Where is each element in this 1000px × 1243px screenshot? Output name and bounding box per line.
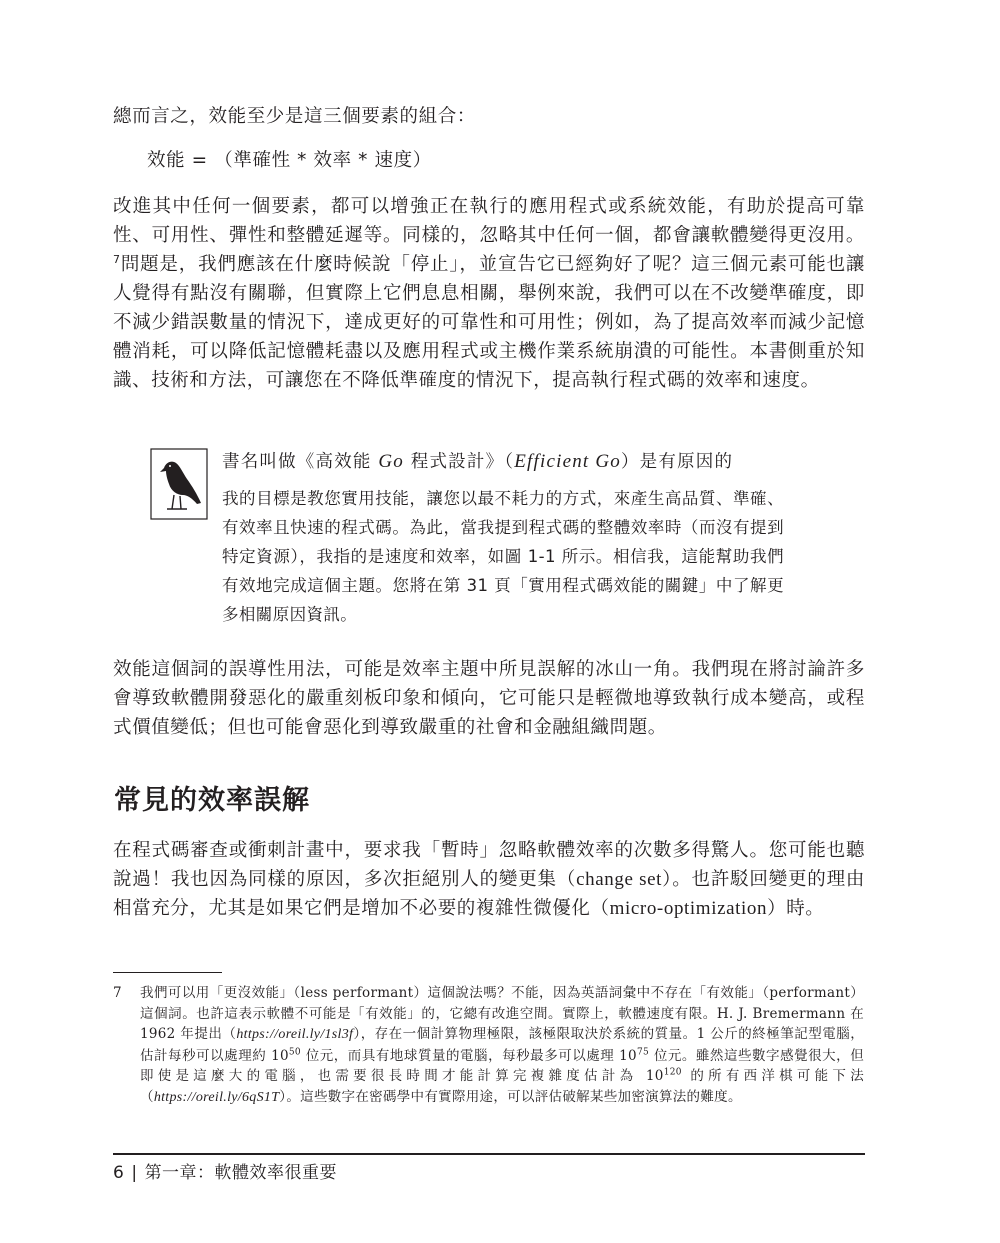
page-footer bbox=[113, 1160, 337, 1186]
footnote-text: 的所有西洋棋可能下法（ bbox=[140, 1068, 864, 1105]
summary-sentence: 總而言之，效能至少是這三個要素的組合： bbox=[113, 106, 476, 127]
chapter-title: 第一章：軟體效率很重要 bbox=[144, 1163, 338, 1183]
footnote-link[interactable]: https://oreil.ly/1sl3f bbox=[236, 1027, 354, 1042]
footer-separator: | bbox=[131, 1163, 138, 1183]
term-micro-optimization: micro-optimization bbox=[609, 898, 768, 919]
footnote-divider bbox=[113, 972, 222, 973]
note-title-text: 程式設計》（ bbox=[404, 452, 515, 472]
paragraph-performance-elements bbox=[113, 192, 865, 395]
paragraph-text: 在程式碼審查或衝刺計畫中，要求我「暫時」忽略軟體效率的次數多得驚人。您可能也聽說過！我也因為同樣的原因，多次拒絕別人的變更集（ bbox=[113, 840, 865, 890]
section-heading: 常見的效率誤解 bbox=[114, 785, 310, 816]
paragraph-misleading-usage: 效能這個詞的誤導性用法，可能是效率主題中所見誤解的冰山一角。我們現在將討論許多會導致軟體開發惡化的嚴重刻板印象和傾向，它可能只是輕微地導致執行成本變高，或程式價值變低；但也可能會惡化到導致嚴重的社會和金融組織問題。 bbox=[113, 659, 865, 738]
exponent: 120 bbox=[663, 1067, 682, 1078]
footnote-text: ）。這些數字在密碼學中有實際用途，可以評估破解某些加密演算法的難度。 bbox=[279, 1088, 742, 1105]
exponent: 50 bbox=[288, 1047, 301, 1057]
term-change-set: change set bbox=[576, 869, 662, 890]
exponent: 75 bbox=[636, 1047, 649, 1057]
paragraph-text: 問題是，我們應該在什麼時候說「停止」，並宣告它已經夠好了呢？這三個元素可能也讓人覺得有點沒有關聯，但實際上它們息息相關，舉例來說，我們可以在不改變準確度，即不減少錯誤數量的情況下，達成更好的可靠性和可用性；例如，為了提高效率而減少記憶體消耗，可以降低記憶體耗盡以及應用程式或主機作業系統崩潰的可能性。本書側重於知識、技術和方法，可讓您在不降低準確度的情況下，提高執行程式碼的效率和速度。 bbox=[113, 254, 865, 391]
page-number: 6 bbox=[113, 1163, 125, 1183]
footnote-number: 7 bbox=[113, 985, 122, 1001]
paragraph-code-review bbox=[113, 836, 865, 923]
note-title bbox=[222, 448, 733, 476]
footer-divider bbox=[113, 1153, 865, 1155]
footnote-text: 位元。雖然這些數字感覺很大，但即使是這麼大的電腦，也需要很長時間才能計算完複雜度估計為 10 bbox=[140, 1047, 865, 1084]
paragraph-text: 改進其中任何一個要素，都可以增強正在執行的應用程式或系統效能，有助於提高可靠性、可用性、彈性和整體延遲等。同樣的，忽略其中任何一個，都會讓軟體變得更沒用。 bbox=[113, 196, 865, 246]
paragraph-text: ）。也許駁回變更的理由相當充分，尤其是如果它們是增加不必要的複雜性微優化（ bbox=[113, 869, 865, 919]
footnote-text: 位元，而具有地球質量的電腦，每秒最多可以處理 10 bbox=[300, 1047, 637, 1064]
note-title-text: 書名叫做《高效能 bbox=[222, 452, 379, 472]
note-title-efficient-go: Efficient Go bbox=[514, 451, 621, 472]
note-body: 我的目標是教您實用技能，讓您以最不耗力的方式，來產生高品質、準確、有效率且快速的程式碼。為此，當我提到程式碼的整體效率時（而沒有提到特定資源），我指的是速度和效率，如圖 1-1 所示。相信我，這能幫助我們有效地完成這個主題。您將在第 31 頁「實用程式碼效能的關鍵」中了解更多相關原因資訊。 bbox=[222, 489, 784, 624]
performance-formula: 效能 = （準確性 * 效率 * 速度） bbox=[147, 150, 432, 171]
note-title-go: Go bbox=[378, 451, 404, 472]
footnote-body bbox=[140, 983, 864, 1108]
footnote-reference[interactable]: 7 bbox=[113, 252, 121, 266]
footnote-link[interactable]: https://oreil.ly/6qS1T bbox=[153, 1089, 280, 1105]
footnote-text: ），存在一個計算物理極限，該極限取決於系統的質量。1 公斤的終極筆記型電腦，估計每秒可以處理約 10 bbox=[140, 1026, 864, 1064]
footnote-text: 我們可以用「更沒效能」（less performant）這個說法嗎？不能，因為英語詞彙中不存在「有效能」（performant）這個詞。也許這表示軟體不可能是「有效能」的，它總有改進空間。實際上，軟體速度有限。H. J. Bremermann 在 1962 年提出（ bbox=[140, 985, 864, 1042]
crow-note-icon bbox=[150, 448, 208, 520]
paragraph-text: ）時。 bbox=[767, 898, 825, 919]
note-title-text: ）是有原因的 bbox=[620, 452, 734, 472]
